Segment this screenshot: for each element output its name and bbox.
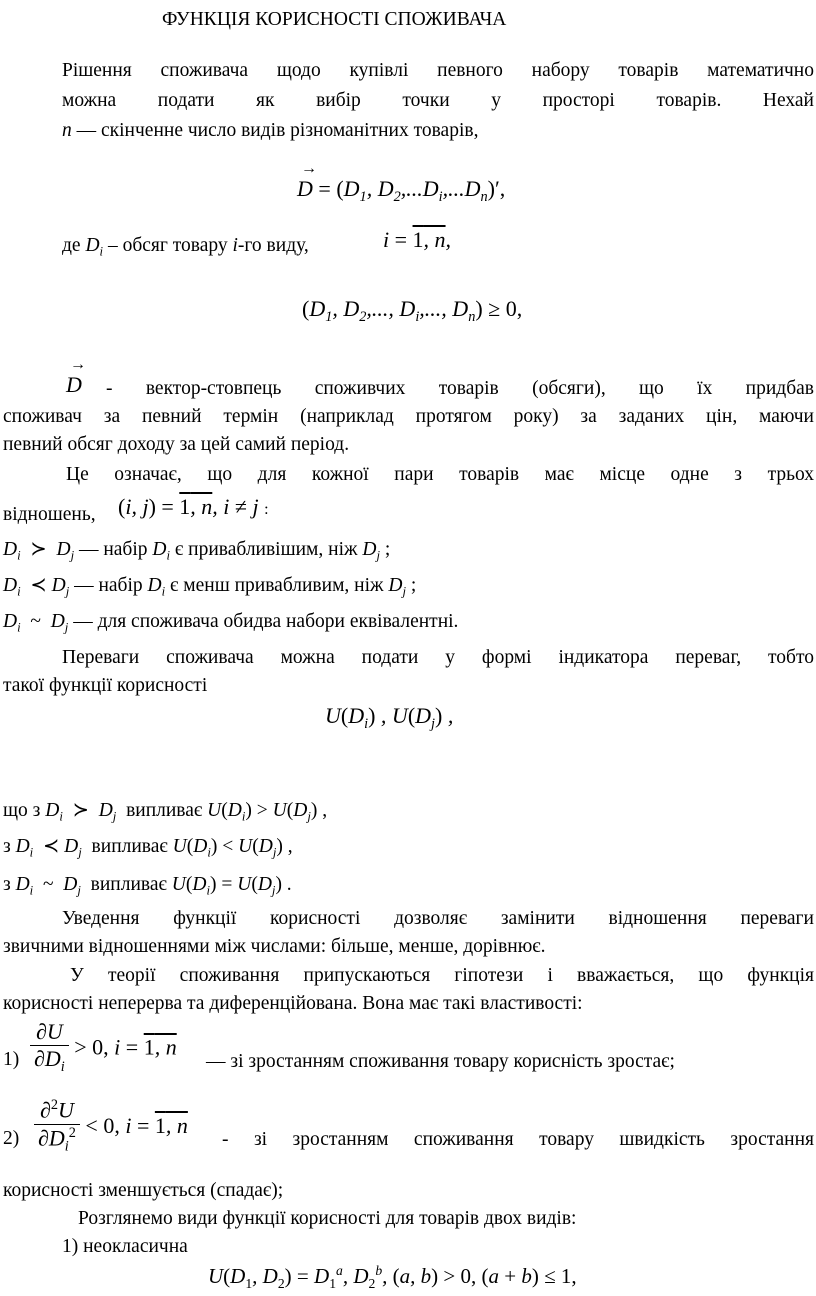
paragraph-line: - вектор-стовпець споживчих товарів (обсяги), що їх придбав: [106, 378, 814, 399]
paragraph-line: 1) неокласична: [62, 1236, 188, 1257]
text-kind: -го виду,: [237, 235, 309, 256]
paragraph-line: можна подати як вибір точки у просторі товарів. Нехай: [62, 90, 814, 111]
relation-text: є менш привабливим, ніж: [165, 575, 389, 596]
text-from: з: [3, 874, 11, 895]
relation-equivalent: $D_i$ ~ $D_j$ — для споживача обидва набори еквівалентні.: [3, 611, 459, 635]
implication-line: з $D_i$ ~ $D_j$ випливає $U(D_i) = U(D_j)$ .: [3, 874, 292, 898]
property-text: корисності зменшується (спадає);: [3, 1180, 284, 1201]
paragraph-line: споживач за певний термін (наприклад протягом року) за заданих цін, маючи: [3, 406, 814, 427]
property-number: 1): [3, 1049, 20, 1070]
formula-utility: $U(D_i)$ , $U(D_j)$ ,: [325, 703, 454, 732]
text-implies: випливає: [126, 800, 203, 821]
relation-text: — набір: [69, 575, 148, 596]
paragraph-line: У теорії споживання припускаються гіпотези і вважається, що функція: [70, 965, 814, 986]
paragraph-line: звичними відношеннями між числами: більше, менше, дорівнює.: [3, 936, 546, 957]
paragraph-line: [62, 118, 478, 144]
text-where: де: [62, 235, 81, 256]
relation-text: — для споживача обидва набори еквівалентні.: [68, 611, 459, 632]
vector-d-symbol: → D: [66, 372, 82, 398]
paragraph-line: певний обсяг доходу за цей самий період.: [3, 434, 350, 455]
property-text: - зі зростанням споживання товару швидкість зростання: [222, 1129, 814, 1150]
paragraph-line: Переваги споживача можна подати у формі індикатора переваг, тобто: [62, 647, 814, 668]
relation-text: — набір: [74, 539, 153, 560]
paragraph-line: такої функції корисності: [3, 675, 208, 696]
paragraph-text: — скінченне число видів різноманітних товарів,: [71, 120, 479, 141]
text-volume: – обсяг товару: [103, 235, 228, 256]
paragraph-line: Це означає, що для кожної пари товарів має місце одне з трьох: [66, 464, 814, 485]
text-implies: випливає: [90, 874, 167, 895]
property-text: — зі зростанням споживання товару корисність зростає;: [206, 1051, 675, 1072]
page-title: ФУНКЦІЯ КОРИСНОСТІ СПОЖИВАЧА: [162, 9, 507, 30]
implication-line: що з $D_i$ ≻ $D_j$ випливає $U(D_i) > U(D_j)$ ,: [3, 800, 328, 824]
paragraph-line: Уведення функції корисності дозволяє замінити відношення переваги: [62, 908, 814, 929]
paragraph-line: Рішення споживача щодо купівлі певного набору товарів математично: [62, 60, 814, 81]
text-implies: випливає: [91, 836, 168, 857]
formula-pairs: (i, j) = 1, n, i ≠ j :: [118, 494, 269, 519]
formula-nonneg: ($D_1$, $D_2$,..., $D_i$,..., $D_n) \ge 0$,: [302, 296, 523, 325]
var-n: n: [62, 120, 72, 141]
relation-less-preferred: $D_i$ ≺ $D_j$ — набір $D_i$ є менш привабливим, ніж $D_j$ ;: [3, 575, 417, 599]
text-from: з: [3, 836, 11, 857]
text-what-from: що з: [3, 800, 41, 821]
definition-line: де $D_i$ – обсяг товару i-го виду,: [62, 235, 309, 259]
paragraph-line: Розглянемо види функції корисності для товарів двох видів:: [78, 1208, 577, 1229]
formula-first-derivative: $\frac{\partial U}{\partial D_i}$ > 0, i = 1, n: [30, 1019, 177, 1076]
property-number: 2): [3, 1128, 20, 1149]
relation-text: є привабливішим, ніж: [170, 539, 363, 560]
implication-line: з $D_i$ ≺ $D_j$ випливає $U(D_i) < U(D_j)$ ,: [3, 836, 293, 860]
formula-index-range: i = 1, n,: [383, 227, 452, 252]
relation-preferred: $D_i$ ≻ $D_j$ — набір $D_i$ є привабливішим, ніж $D_j$ ;: [3, 539, 391, 563]
formula-second-derivative: $\frac{\partial^2U}{\partial D_i^2}$ < 0, i = 1, n: [34, 1097, 188, 1155]
formula-neoclassical: $U(D_1$, $D_2) = D_1^a$, $D_2^b$, (a, b) > 0, (a + b) ≤ 1,: [208, 1263, 577, 1291]
paragraph-line: корисності неперерва та диференційована. Вона має такі властивості:: [3, 993, 583, 1014]
formula-vector-d: → $D = (D_1$, $D_2,...D_i,...D_n)'$,: [297, 176, 505, 206]
paragraph-line: відношень,: [3, 504, 96, 525]
